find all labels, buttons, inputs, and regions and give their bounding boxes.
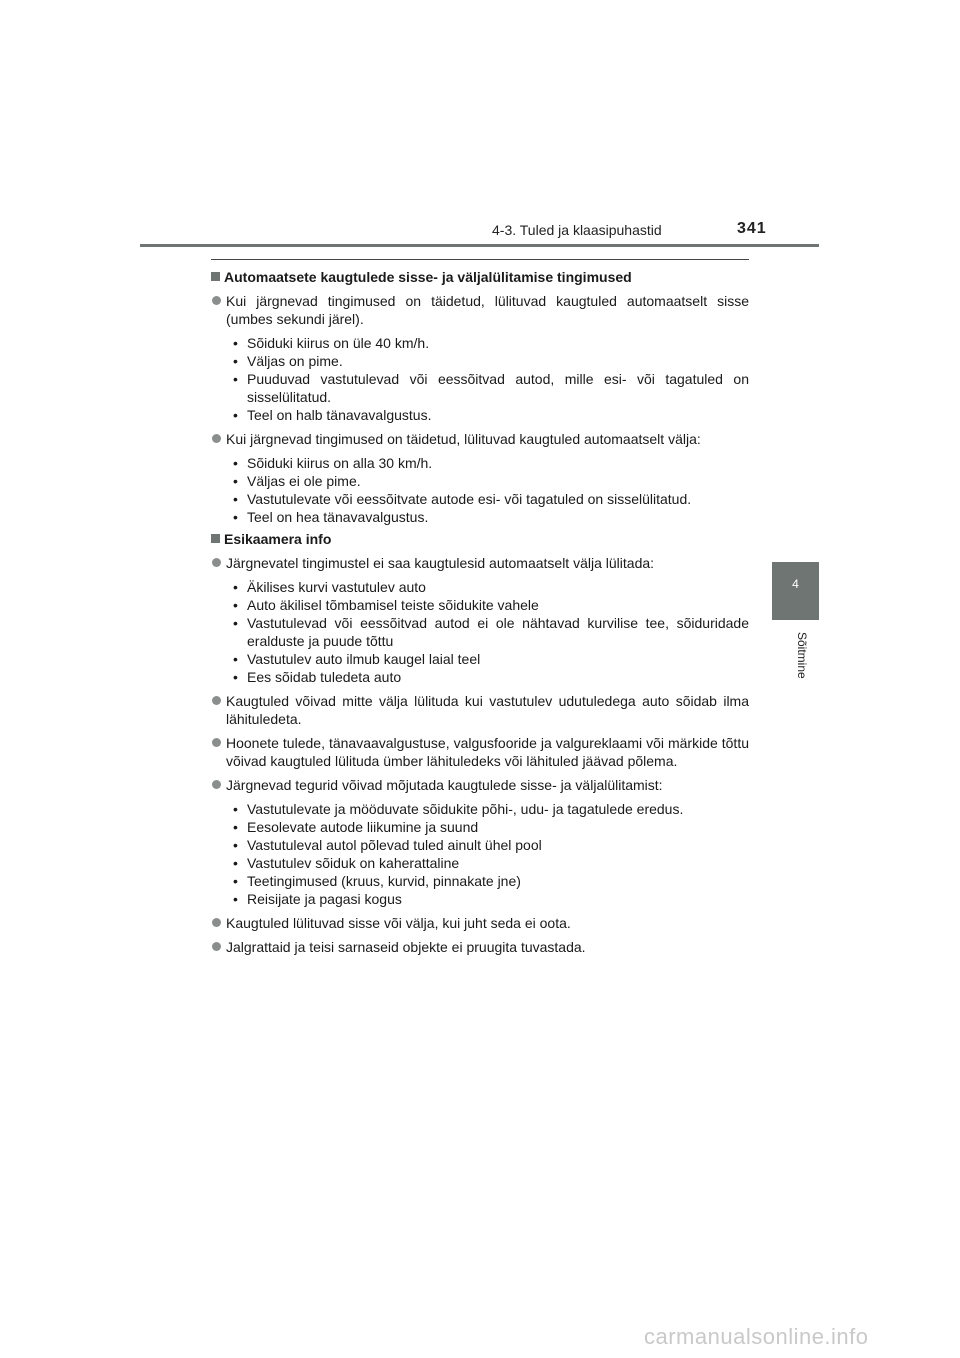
dot-bullet-icon: • bbox=[233, 819, 238, 835]
sub-list-item bbox=[233, 872, 749, 890]
bullet-item bbox=[211, 734, 749, 770]
sub-list-text: Vastutuleval autol põlevad tuled ainult ühel pool bbox=[247, 837, 542, 853]
sub-list-item bbox=[233, 406, 749, 424]
bullet-item bbox=[211, 292, 749, 328]
sub-list-item bbox=[233, 454, 749, 472]
content-rule bbox=[211, 259, 749, 260]
sub-list-text: Vastutulevate ja mööduvate sõidukite põhi-, udu- ja tagatulede eredus. bbox=[247, 801, 684, 817]
dot-bullet-icon: • bbox=[233, 837, 238, 853]
dot-bullet-icon: • bbox=[233, 855, 238, 871]
sub-list-item bbox=[233, 370, 749, 406]
sub-list-item bbox=[233, 578, 749, 596]
bullet-item bbox=[211, 938, 749, 956]
sub-list-item bbox=[233, 836, 749, 854]
dot-bullet-icon: • bbox=[233, 579, 238, 595]
sub-list-text: Sõiduki kiirus on alla 30 km/h. bbox=[247, 455, 433, 471]
sub-list-text: Äkilises kurvi vastutulev auto bbox=[247, 579, 426, 595]
circle-bullet-icon bbox=[212, 558, 221, 567]
bullet-text: Järgnevad tegurid võivad mõjutada kaugtulede sisse- ja väljalülitamist: bbox=[226, 777, 663, 793]
dot-bullet-icon: • bbox=[233, 801, 238, 817]
sub-list-text: Vastutulev sõiduk on kaherattaline bbox=[247, 855, 460, 871]
sub-list-text: Eesolevate autode liikumine ja suund bbox=[247, 819, 479, 835]
chapter-label: Sõitmine bbox=[795, 632, 809, 679]
content-section bbox=[211, 268, 749, 526]
sub-list-item bbox=[233, 800, 749, 818]
sub-list-text: Ees sõidab tuledeta auto bbox=[247, 669, 402, 685]
dot-bullet-icon: • bbox=[233, 371, 238, 387]
circle-bullet-icon bbox=[212, 696, 221, 705]
bullet-item bbox=[211, 554, 749, 572]
sub-list-item bbox=[233, 854, 749, 872]
chapter-tab: 4 bbox=[772, 562, 819, 620]
bullet-text: Kui järgnevad tingimused on täidetud, lülituvad kaugtuled automaatselt sisse (umbes sekundi järel). bbox=[226, 293, 749, 327]
dot-bullet-icon: • bbox=[233, 509, 238, 525]
bullet-text: Kaugtuled lülituvad sisse või välja, kui juht seda ei oota. bbox=[226, 915, 571, 931]
page-header bbox=[0, 0, 960, 250]
dot-bullet-icon: • bbox=[233, 473, 238, 489]
dot-bullet-icon: • bbox=[233, 597, 238, 613]
sub-list-text: Teel on hea tänavavalgustus. bbox=[247, 509, 429, 525]
sub-list-text: Väljas ei ole pime. bbox=[247, 473, 361, 489]
sub-list-text: Reisijate ja pagasi kogus bbox=[247, 891, 402, 907]
bullet-item bbox=[211, 430, 749, 448]
sub-list-item bbox=[233, 490, 749, 508]
bullet-item bbox=[211, 776, 749, 794]
dot-bullet-icon: • bbox=[233, 353, 238, 369]
dot-bullet-icon: • bbox=[233, 651, 238, 667]
circle-bullet-icon bbox=[212, 296, 221, 305]
sub-list-text: Vastutulevate või eessõitvate autode esi- või tagatuled on sisselülitatud. bbox=[247, 491, 692, 507]
sub-list-item bbox=[233, 508, 749, 526]
sub-list-text: Puuduvad vastutulevad või eessõitvad autod, mille esi- või tagatuled on sisselülitatud. bbox=[247, 371, 749, 405]
bullet-item bbox=[211, 692, 749, 728]
header-rule bbox=[140, 244, 819, 247]
circle-bullet-icon bbox=[212, 918, 221, 927]
content-section bbox=[211, 530, 749, 956]
sub-list bbox=[233, 334, 749, 424]
sub-list-item bbox=[233, 352, 749, 370]
bullet-text: Kaugtuled võivad mitte välja lülituda kui vastutulev udutuledega auto sõidab ilma lähituledeta. bbox=[226, 693, 749, 727]
sub-list-item bbox=[233, 650, 749, 668]
watermark: carmanualsonline.info bbox=[644, 1324, 869, 1349]
sub-list-text: Vastutulev auto ilmub kaugel laial teel bbox=[247, 651, 481, 667]
dot-bullet-icon: • bbox=[233, 873, 238, 889]
sub-list-text: Sõiduki kiirus on üle 40 km/h. bbox=[247, 335, 430, 351]
bullet-text: Kui järgnevad tingimused on täidetud, lülituvad kaugtuled automaatselt välja: bbox=[226, 431, 701, 447]
sub-list-item bbox=[233, 614, 749, 650]
sub-list-text: Teel on halb tänavavalgustus. bbox=[247, 407, 432, 423]
page-number: 341 bbox=[737, 220, 767, 237]
sub-list-text: Vastutulevad või eessõitvad autod ei ole nähtavad kurvilise tee, sõiduridade eralduste ja puude tõttu bbox=[247, 615, 749, 649]
circle-bullet-icon bbox=[212, 738, 221, 747]
section-heading-text: Esikaamera info bbox=[224, 531, 332, 547]
sub-list bbox=[233, 800, 749, 908]
content-body bbox=[211, 259, 749, 956]
dot-bullet-icon: • bbox=[233, 491, 238, 507]
sub-list-item bbox=[233, 472, 749, 490]
bullet-text: Hoonete tulede, tänavaavalgustuse, valgusfooride ja valgureklaami või märkide tõttu võivad kaugtuled lülituda ümber lähituledeks või lähituled jäävad põlema. bbox=[226, 735, 749, 769]
bullet-text: Järgnevatel tingimustel ei saa kaugtulesid automaatselt välja lülitada: bbox=[226, 555, 655, 571]
section-heading bbox=[211, 268, 749, 286]
dot-bullet-icon: • bbox=[233, 891, 238, 907]
dot-bullet-icon: • bbox=[233, 407, 238, 423]
dot-bullet-icon: • bbox=[233, 615, 238, 631]
circle-bullet-icon bbox=[212, 942, 221, 951]
dot-bullet-icon: • bbox=[233, 335, 238, 351]
sub-list-text: Teetingimused (kruus, kurvid, pinnakate jne) bbox=[247, 873, 521, 889]
sub-list-text: Auto äkilisel tõmbamisel teiste sõidukite vahele bbox=[247, 597, 539, 613]
sections-container bbox=[211, 268, 749, 956]
sub-list bbox=[233, 578, 749, 686]
bullet-text: Jalgrattaid ja teisi sarnaseid objekte ei pruugita tuvastada. bbox=[226, 939, 586, 955]
bullet-item bbox=[211, 914, 749, 932]
dot-bullet-icon: • bbox=[233, 669, 238, 685]
section-title: 4-3. Tuled ja klaasipuhastid bbox=[492, 222, 662, 238]
square-bullet-icon bbox=[211, 272, 220, 281]
sub-list bbox=[233, 454, 749, 526]
sub-list-item bbox=[233, 890, 749, 908]
section-heading bbox=[211, 530, 749, 548]
square-bullet-icon bbox=[211, 534, 220, 543]
sub-list-text: Väljas on pime. bbox=[247, 353, 343, 369]
sub-list-item bbox=[233, 596, 749, 614]
sub-list-item bbox=[233, 818, 749, 836]
section-heading-text: Automaatsete kaugtulede sisse- ja väljalülitamise tingimused bbox=[224, 269, 632, 285]
circle-bullet-icon bbox=[212, 434, 221, 443]
circle-bullet-icon bbox=[212, 780, 221, 789]
sub-list-item bbox=[233, 668, 749, 686]
sub-list-item bbox=[233, 334, 749, 352]
dot-bullet-icon: • bbox=[233, 455, 238, 471]
